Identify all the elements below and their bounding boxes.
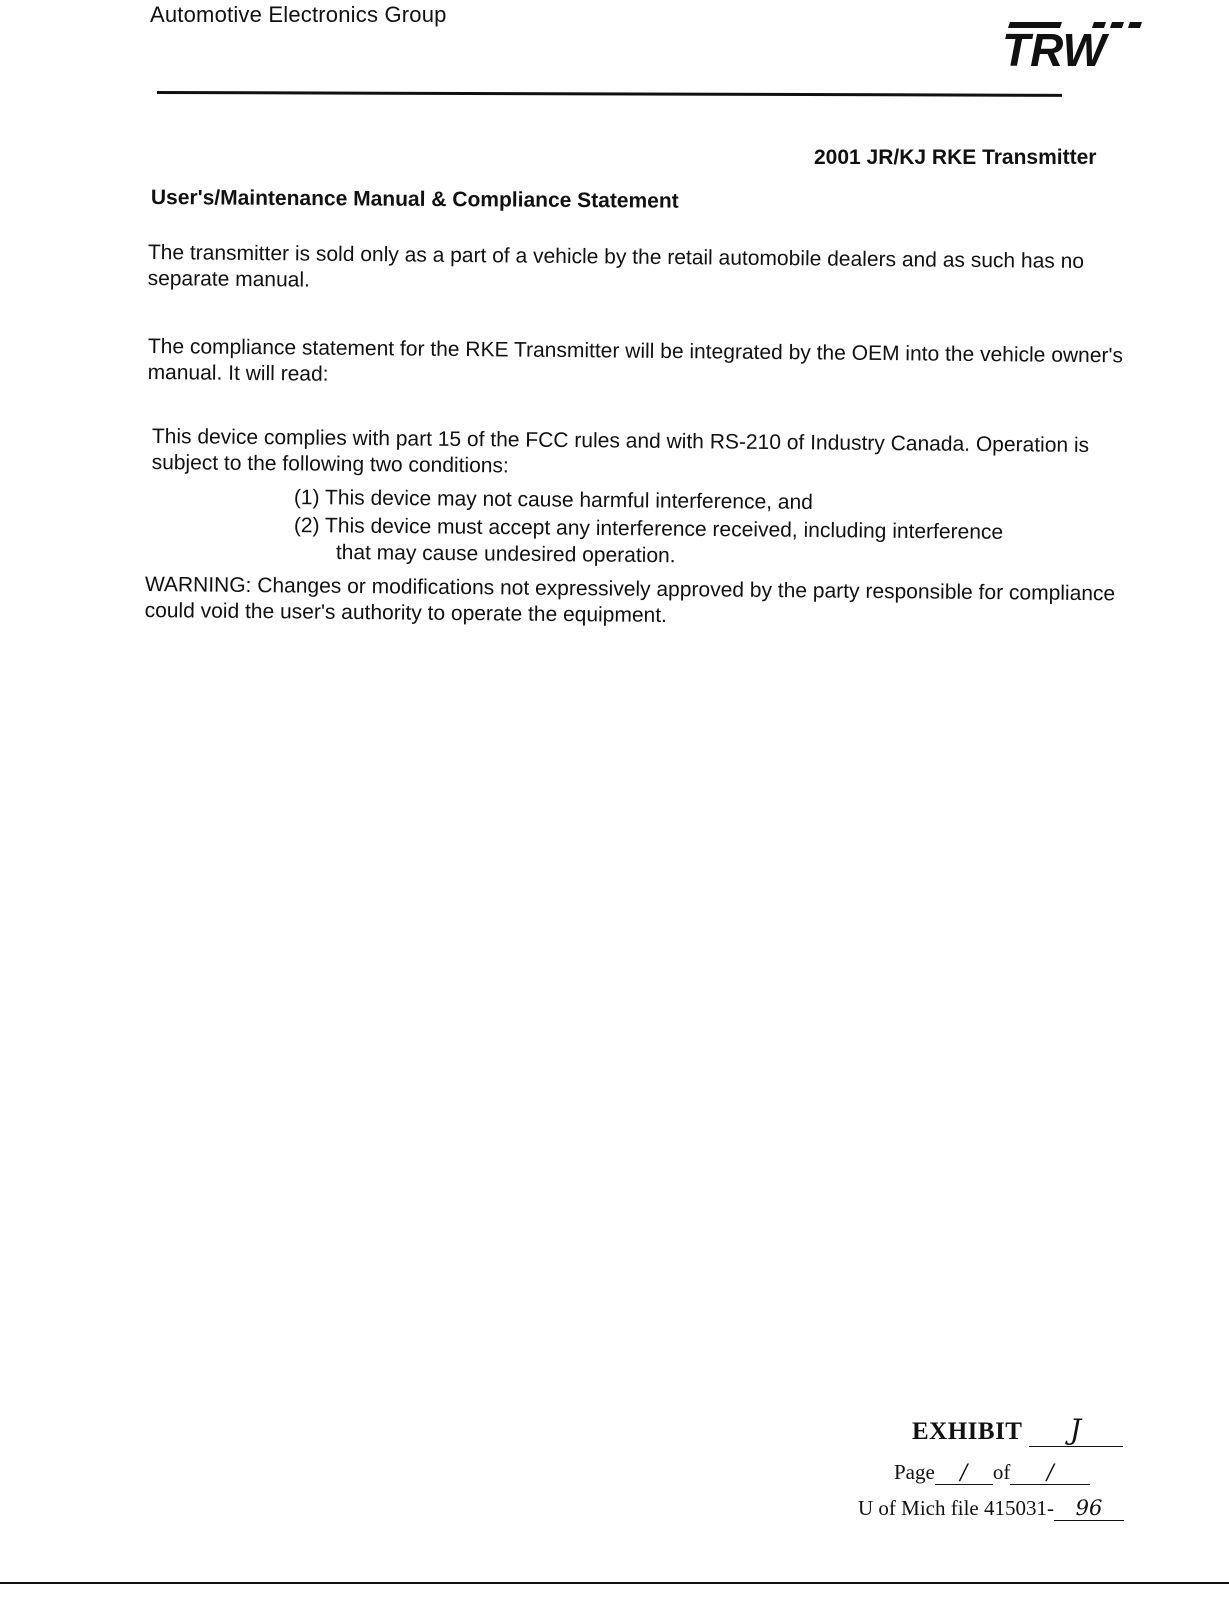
file-suffix: 96: [1054, 1496, 1124, 1521]
condition-2: (2) This device must accept any interference received, including interference: [293, 513, 1004, 544]
group-name: Automotive Electronics Group: [150, 2, 447, 27]
page-count: [894, 1460, 1090, 1485]
page-label: Page: [894, 1460, 935, 1484]
header-rule: [157, 91, 1062, 97]
condition-2-continued: that may cause undesired operation.: [335, 540, 676, 568]
file-label: U of Mich file 415031-: [858, 1496, 1054, 1520]
compliance-intro: This device complies with part 15 of the FCC rules and with RS-210 of Industry Canada. Operation is subject to the following two conditions:: [151, 424, 1090, 478]
of-label: of: [992, 1460, 1011, 1484]
footer-rule: [0, 1582, 1229, 1584]
section-title: User's/Maintenance Manual & Compliance Statement: [150, 186, 679, 213]
logo-text: TRW: [1002, 24, 1106, 70]
warning-text: WARNING: Changes or modifications not expressively approved by the party responsible for compliance could void the user's authority to operate the equipment.: [144, 572, 1116, 628]
page-total: /: [1010, 1460, 1090, 1485]
file-reference: [858, 1496, 1124, 1521]
product-title: 2001 JR/KJ RKE Transmitter: [814, 146, 1097, 169]
paragraph-compliance: The compliance statement for the RKE Transmitter will be integrated by the OEM into the vehicle owner's manual. It will read:: [147, 334, 1124, 386]
exhibit-stamp: [912, 1413, 1123, 1447]
trw-logo: [1002, 14, 1144, 70]
paragraph-manual: The transmitter is sold only as a part of a vehicle by the retail automobile dealers and as such has no separate manual.: [147, 240, 1085, 292]
exhibit-label: EXHIBIT: [912, 1418, 1023, 1445]
exhibit-value: J: [1029, 1413, 1123, 1447]
condition-1: (1) This device may not cause harmful interference, and: [293, 485, 814, 514]
page-number: /: [935, 1460, 993, 1485]
